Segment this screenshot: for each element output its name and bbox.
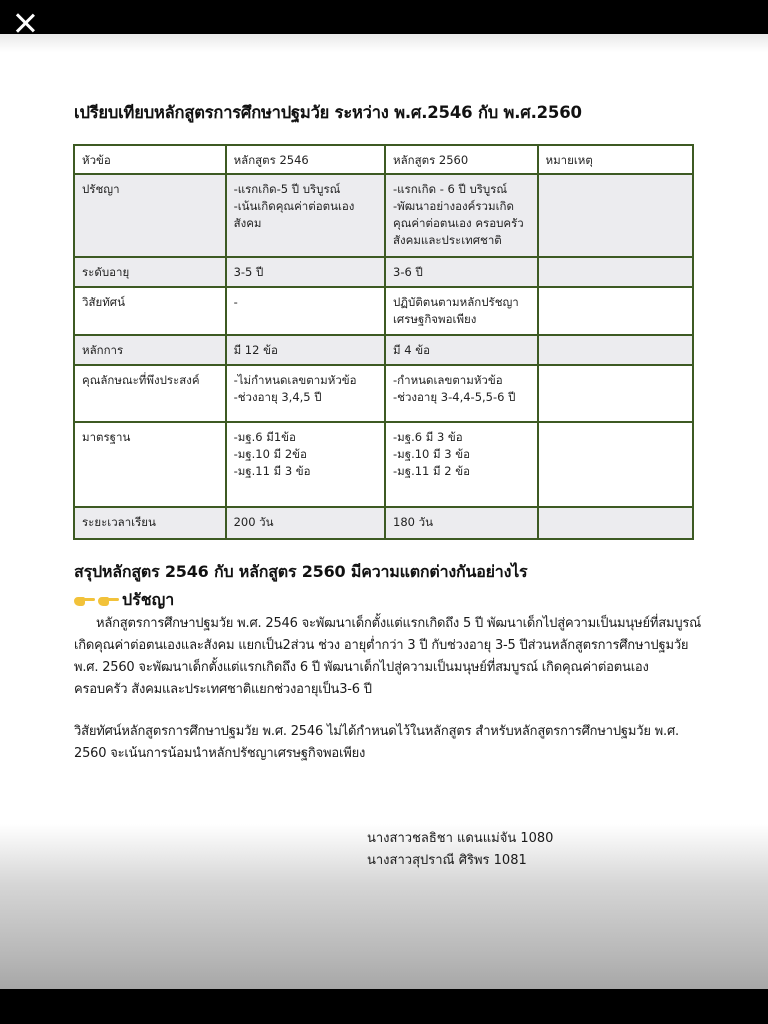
cell-line: -มฐ.10 มี 2ข้อ: [233, 447, 307, 461]
cell-line: -พัฒนาอย่างองค์รวมเกิดคุณค่าต่อตนเอง ครอบครัว สังคมและประเทศชาติ: [393, 199, 524, 247]
row-note: [538, 335, 694, 365]
document-title: เปรียบเทียบหลักสูตรการศึกษาปฐมวัย ระหว่าง พ.ศ.2546 กับ พ.ศ.2560: [74, 103, 582, 122]
table-row: [74, 422, 693, 507]
cell-line: -มฐ.11 มี 2 ข้อ: [393, 464, 470, 478]
row-topic: หลักการ: [74, 335, 226, 365]
pointing-hand-icon: [98, 595, 120, 607]
row-2546: [226, 422, 385, 507]
row-topic: ระยะเวลาเรียน: [74, 507, 226, 539]
table-row: [74, 335, 693, 365]
header-topic: หัวข้อ: [74, 145, 226, 174]
row-2546: 200 วัน: [226, 507, 385, 539]
row-topic: ปรัชญา: [74, 174, 226, 257]
row-2560: มี 4 ข้อ: [385, 335, 538, 365]
summary-paragraph-philosophy: หลักสูตรการศึกษาปฐมวัย พ.ศ. 2546 จะพัฒนาเด็กตั้งแต่แรกเกิดถึง 5 ปี พัฒนาเด็กไปสู่ความเป็นมนุษย์ที่สมบูรณ์เกิดคุณค่าต่อตนเองและสังคม แยกเป็น2ส่วน ช่วง อายุต่ำกว่า 3 ปี กับช่วงอายุ 3-5 ปีส่วนหลักสูตรการศึกษาปฐมวัย พ.ศ. 2560 จะพัฒนาเด็กตั้งแต่แรกเกิดถึง 6 ปี พัฒนาเด็กไปสู่ความเป็นมนุษย์ที่สมบูรณ์ เกิดคุณค่าต่อตนเอง ครอบครัว สังคมและประเทศชาติแยกช่วงอายุเป็น3-6 ปี: [74, 616, 702, 697]
author-name: นางสาวชลธิชา แดนแม่จัน 1080: [367, 831, 554, 846]
row-2560: 3-6 ปี: [385, 257, 538, 287]
cell-line: -ไม่กำหนดเลขตามหัวข้อ: [233, 373, 357, 387]
row-topic: ระดับอายุ: [74, 257, 226, 287]
table-row: [74, 257, 693, 287]
cell-line: -แรกเกิด-5 ปี บริบูรณ์: [233, 182, 341, 196]
row-2546: มี 12 ข้อ: [226, 335, 385, 365]
cell-line: -ช่วงอายุ 3-4,4-5,5-6 ปี: [393, 390, 516, 404]
cell-line: -ช่วงอายุ 3,4,5 ปี: [233, 390, 322, 404]
row-2560: [385, 365, 538, 422]
row-2546: [226, 365, 385, 422]
cell-line: -กำหนดเลขตามหัวข้อ: [393, 373, 503, 387]
row-topic: คุณลักษณะที่พึงประสงค์: [74, 365, 226, 422]
sub-heading: [74, 588, 174, 613]
cell-line: -มฐ.6 มี 3 ข้อ: [393, 430, 463, 444]
row-topic: มาตรฐาน: [74, 422, 226, 507]
row-2546: 3-5 ปี: [226, 257, 385, 287]
author-list: [367, 828, 553, 872]
viewer-top-bar: [0, 0, 768, 34]
table-row: [74, 507, 693, 539]
header-2546: หลักสูตร 2546: [226, 145, 385, 174]
pointing-hand-icon: [74, 595, 96, 607]
cell-line: -มฐ.11 มี 3 ข้อ: [233, 464, 311, 478]
header-note: หมายเหตุ: [538, 145, 694, 174]
row-2546: [226, 174, 385, 257]
row-note: [538, 257, 694, 287]
sub-heading-label: ปรัชญา: [122, 590, 175, 609]
cell-line: -มฐ.6 มี1ข้อ: [233, 430, 296, 444]
summary-paragraph-vision: วิสัยทัศน์หลักสูตรการศึกษาปฐมวัย พ.ศ. 2546 ไม่ได้กำหนดไว้ในหลักสูตร สำหรับหลักสูตรการศึกษาปฐมวัย พ.ศ. 2560 จะเน้นการน้อมนำหลักปรัชญาเศรษฐกิจพอเพียง: [74, 724, 679, 761]
cell-line: -เน้นเกิดคุณค่าต่อตนเอง สังคม: [233, 199, 355, 230]
row-topic: วิสัยทัศน์: [74, 287, 226, 335]
row-2560: [385, 422, 538, 507]
summary-title: สรุปหลักสูตร 2546 กับ หลักสูตร 2560 มีความแตกต่างกันอย่างไร: [74, 562, 528, 581]
table-row: [74, 174, 693, 257]
cell-line: -แรกเกิด - 6 ปี บริบูรณ์: [393, 182, 508, 196]
table-row: [74, 287, 693, 335]
table-row: [74, 365, 693, 422]
close-icon[interactable]: [14, 12, 36, 34]
author-name: นางสาวสุปราณี ศิริพร 1081: [367, 853, 527, 868]
row-note: [538, 287, 694, 335]
row-2560: ปฏิบัติตนตามหลักปรัชญาเศรษฐกิจพอเพียง: [385, 287, 538, 335]
row-2546: -: [226, 287, 385, 335]
table-header-row: [74, 145, 693, 174]
row-note: [538, 422, 694, 507]
row-2560: 180 วัน: [385, 507, 538, 539]
cell-line: -มฐ.10 มี 3 ข้อ: [393, 447, 470, 461]
comparison-table: [73, 144, 694, 540]
row-2560: [385, 174, 538, 257]
row-note: [538, 174, 694, 257]
row-note: [538, 507, 694, 539]
header-2560: หลักสูตร 2560: [385, 145, 538, 174]
viewer-bottom-bar: [0, 989, 768, 1024]
row-note: [538, 365, 694, 422]
